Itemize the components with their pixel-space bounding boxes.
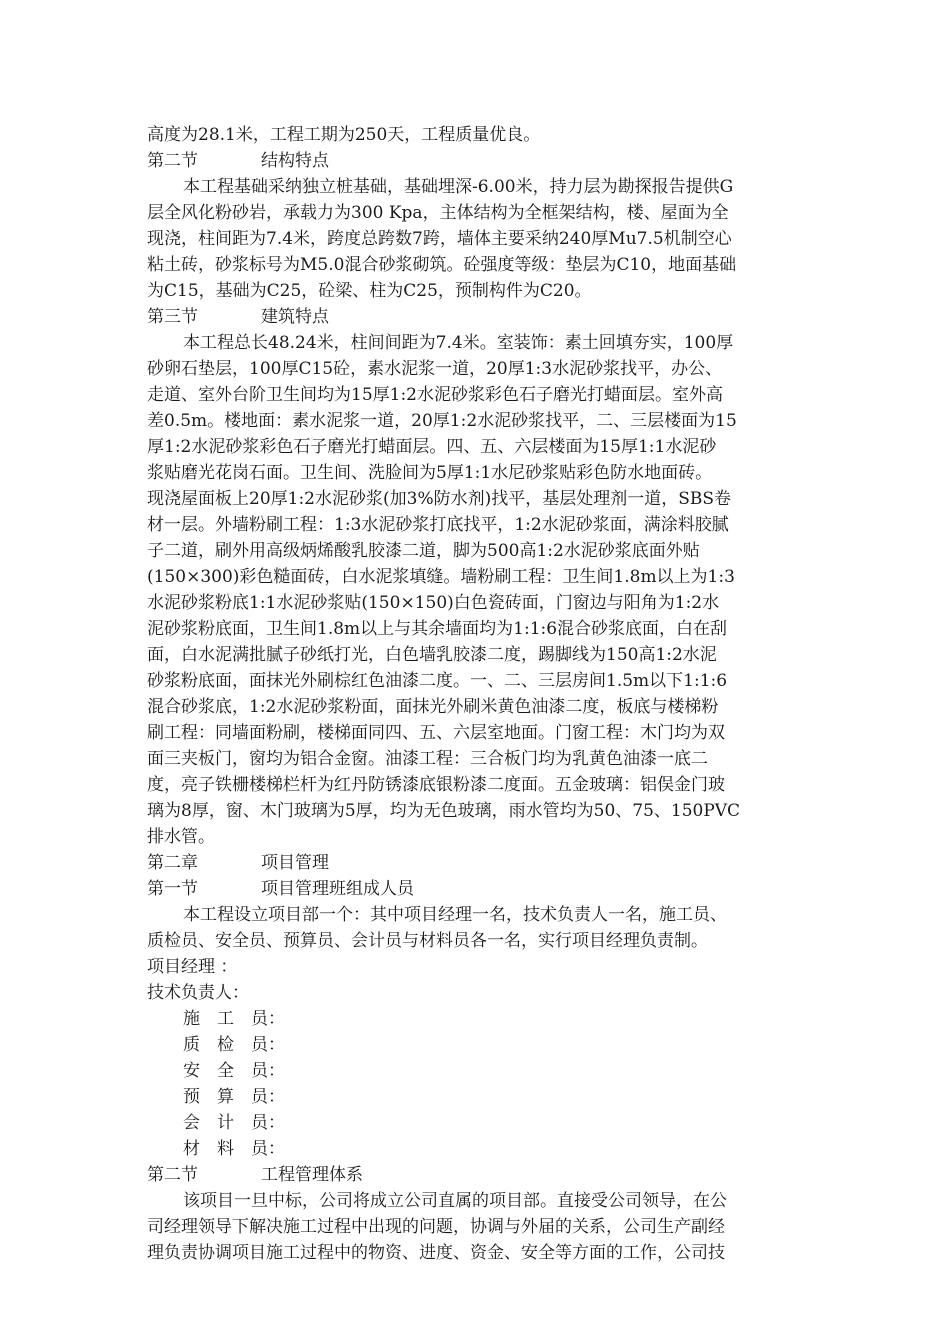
section-heading-structure bbox=[147, 148, 803, 174]
text-line: 面三夹板门，窗均为铝合金窗。油漆工程：三合板门均为乳黄色油漆一底二 bbox=[147, 749, 708, 769]
text-line: 现浇屋面板上20厚1:2水泥砂浆(加3%防水剂)找平，基层处理剂一道，SBS卷 bbox=[147, 489, 732, 509]
text-line: 砂浆粉底面，面抹光外刷棕红色油漆二度。一、二、三层房间1.5m以下1:1:6 bbox=[147, 671, 728, 691]
text-line: 厚1:2水泥砂浆彩色石子磨光打蜡面层。四、五、六层楼面为15厚1:1水泥砂 bbox=[147, 437, 717, 457]
section-number: 第一节 bbox=[147, 879, 198, 899]
chapter-title: 项目管理 bbox=[261, 853, 329, 873]
text-line: 差0.5m。楼地面：素水泥浆一道，20厚1:2水泥砂浆找平，二、三层楼面为15 bbox=[147, 411, 737, 431]
text-line: (150×300)彩色糙面砖，白水泥浆填缝。墙粉刷工程：卫生间1.8m以上为1:3 bbox=[147, 567, 735, 587]
section-title: 工程管理体系 bbox=[261, 1165, 363, 1185]
section-title: 项目管理班组成人员 bbox=[261, 879, 414, 899]
section-number: 第二节 bbox=[147, 151, 198, 171]
text-line: 子二道，刷外用高级炳烯酸乳胶漆二道，脚为500高1:2水泥砂浆底面外贴 bbox=[147, 541, 700, 561]
text-line: 璃为8厚，窗、木门玻璃为5厚，均为无色玻璃，雨水管均为50、75、150PVC bbox=[147, 801, 741, 821]
text-line: 本工程总长48.24米，柱间间距为7.4米。室装饰：素土回填夯实，100厚 bbox=[183, 333, 734, 353]
staff-budget-officer: 预 算 员： bbox=[183, 1087, 285, 1107]
text-line: 砂卵石垫层，100厚C15砼，素水泥浆一道，20厚1:3水泥砂浆找平，办公、 bbox=[147, 359, 723, 379]
staff-tech-lead: 技术负责人： bbox=[147, 983, 249, 1003]
chapter-heading bbox=[147, 850, 803, 876]
text-line: 本工程基础采纳独立桩基础，基础埋深-6.00米，持力层为勘探报告提供G bbox=[183, 177, 734, 197]
text-line: 混合砂浆底，1:2水泥砂浆粉面，面抹光外刷米黄色油漆二度，板底与楼梯粉 bbox=[147, 697, 719, 717]
text-line: 层全风化粉砂岩，承载力为300 Kpa，主体结构为全框架结构，楼、屋面为全 bbox=[147, 203, 729, 223]
text-line: 走道、室外台阶卫生间均为15厚1:2水泥砂浆彩色石子磨光打蜡面层。室外高 bbox=[147, 385, 723, 405]
text-line: 排水管。 bbox=[147, 827, 215, 847]
text-line: 本工程设立项目部一个：其中项目经理一名，技术负责人一名，施工员、 bbox=[183, 905, 727, 925]
text-line: 度，亮子铁栅楼梯栏杆为红丹防锈漆底银粉漆二度面。五金玻璃：铝俣金门玻 bbox=[147, 775, 725, 795]
section-title: 结构特点 bbox=[261, 151, 329, 171]
paragraph-management-system bbox=[147, 1188, 803, 1266]
text-line: 水泥砂浆粉底1:1水泥砂浆贴(150×150)白色瓷砖面，门窗边与阳角为1:2水 bbox=[147, 593, 720, 613]
section-number: 第三节 bbox=[147, 307, 198, 327]
paragraph-structure bbox=[147, 174, 803, 304]
chapter-number: 第二章 bbox=[147, 853, 198, 873]
text-line: 现浇，柱间距为7.4米，跨度总跨数7跨，墙体主要采纳240厚Mu7.5机制空心 bbox=[147, 229, 732, 249]
staff-project-manager: 项目经理 ： bbox=[147, 957, 238, 977]
text-line: 泥砂浆粉底面，卫生间1.8m以上与其余墙面均为1:1:6混合砂浆底面，白在刮 bbox=[147, 619, 728, 639]
staff-safety-officer: 安 全 员： bbox=[183, 1061, 285, 1081]
text-line: 质检员、安全员、预算员、会计员与材料员各一名，实行项目经理负责制。 bbox=[147, 931, 708, 951]
text-line: 刷工程：同墙面粉刷，楼梯面同四、五、六层室地面。门窗工程：木门均为双 bbox=[147, 723, 725, 743]
section-heading-team bbox=[147, 876, 803, 902]
staff-accountant: 会 计 员： bbox=[183, 1113, 285, 1133]
staff-quality-inspector: 质 检 员： bbox=[183, 1035, 285, 1055]
paragraph-architecture bbox=[147, 330, 803, 850]
section-title: 建筑特点 bbox=[261, 307, 329, 327]
staff-materials-officer: 材 料 员： bbox=[183, 1139, 285, 1159]
document-page bbox=[147, 122, 803, 1266]
text-line: 浆贴磨光花岗石面。卫生间、洗脸间为5厚1:1水尼砂浆贴彩色防水地面砖。 bbox=[147, 463, 713, 483]
paragraph-team bbox=[147, 902, 803, 954]
text-line: 理负责协调项目施工过程中的物资、进度、资金、安全等方面的工作，公司技 bbox=[147, 1243, 725, 1263]
text-line: 该项目一旦中标，公司将成立公司直属的项目部。直接受公司领导，在公 bbox=[183, 1191, 727, 1211]
text-line: 材一层。外墙粉刷工程：1:3水泥砂浆打底找平，1:2水泥砂浆面，满涂料胶腻 bbox=[147, 515, 729, 535]
intro-line: 高度为28.1米，工程工期为250天，工程质量优良。 bbox=[147, 125, 541, 145]
section-heading-architecture bbox=[147, 304, 803, 330]
text-line: 司经理领导下解决施工过程中出现的问题，协调与外届的关系，公司生产副经 bbox=[147, 1217, 725, 1237]
text-line: 面，白水泥满批腻子砂纸打光，白色墙乳胶漆二度，踢脚线为150高1:2水泥 bbox=[147, 645, 717, 665]
section-number: 第二节 bbox=[147, 1165, 198, 1185]
section-heading-management-system bbox=[147, 1162, 803, 1188]
text-line: 粘土砖，砂浆标号为M5.0混合砂浆砌筑。砼强度等级：垫层为C10，地面基础 bbox=[147, 255, 737, 275]
text-line: 为C15，基础为C25，砼梁、柱为C25，预制构件为C20。 bbox=[147, 281, 592, 301]
staff-construction-officer: 施 工 员： bbox=[183, 1009, 285, 1029]
